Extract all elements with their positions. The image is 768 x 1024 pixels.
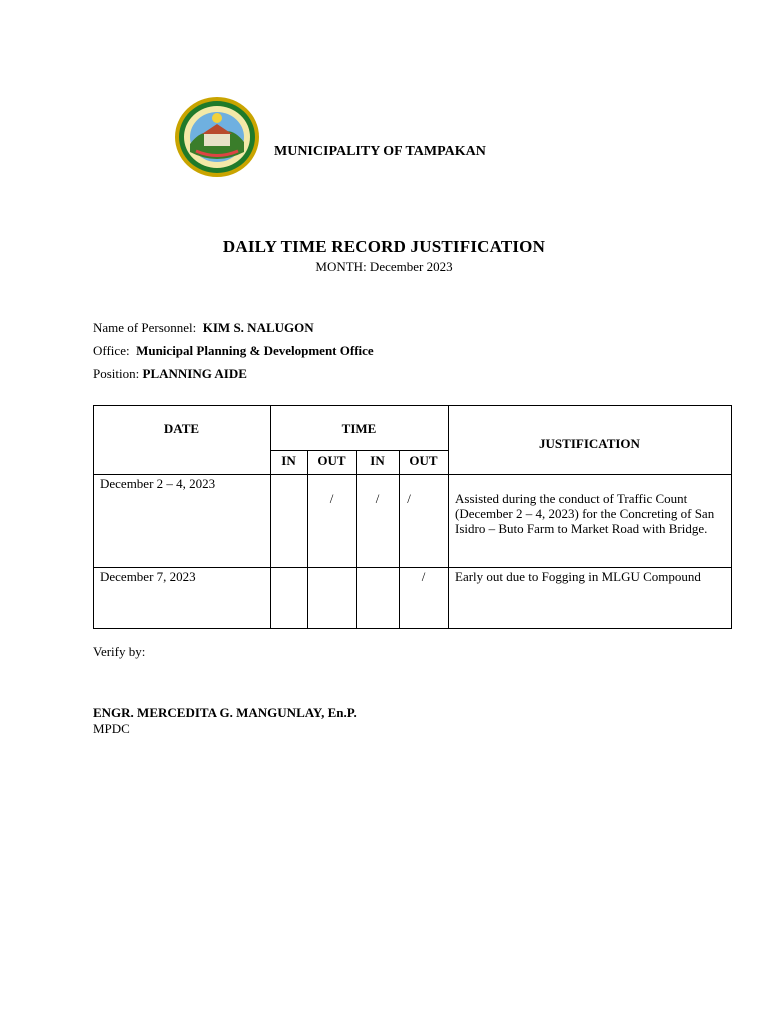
personnel-name-field — [93, 320, 314, 336]
dtr-justification-table — [93, 405, 732, 629]
table-col-divider — [399, 450, 400, 629]
table-row-out: / — [421, 569, 426, 584]
position-field — [93, 366, 247, 382]
table-row-justification: Assisted during the conduct of Traffic Count (December 2 – 4, 2023) for the Concreting of San Isidro – Buto Farm to Market Road with Bridge. — [455, 491, 715, 536]
header-out: OUT — [317, 453, 346, 468]
personnel-name-value: KIM S. NALUGON — [202, 320, 314, 335]
table-border-bottom — [93, 628, 732, 629]
table-col-divider — [356, 450, 357, 629]
table-row-date: December 7, 2023 — [100, 569, 196, 584]
table-row-out: / — [329, 491, 334, 506]
header-time: TIME — [341, 421, 377, 436]
table-row-justification: Early out due to Fogging in MLGU Compound — [455, 569, 701, 584]
document-title: DAILY TIME RECORD JUSTIFICATION — [222, 237, 546, 256]
signatory-position: MPDC — [93, 721, 130, 736]
header-out: OUT — [409, 453, 438, 468]
table-row-in: / — [375, 491, 380, 506]
table-header-divider — [93, 474, 732, 475]
table-border-left — [93, 405, 94, 629]
position-label: Position: — [93, 366, 140, 381]
position-value: PLANNING AIDE — [142, 366, 247, 381]
header-date: DATE — [163, 421, 200, 436]
table-row-divider — [93, 567, 732, 568]
document-month: MONTH: December 2023 — [315, 259, 453, 274]
verify-label: Verify by: — [93, 644, 146, 659]
personnel-name-label: Name of Personnel: — [93, 320, 197, 335]
office-value: Municipal Planning & Development Office — [136, 343, 374, 358]
table-time-divider — [270, 450, 448, 451]
municipality-name: MUNICIPALITY OF TAMPAKAN — [274, 144, 486, 159]
office-label: Office: — [93, 343, 130, 358]
table-row-date: December 2 – 4, 2023 — [100, 476, 216, 491]
header-justification: JUSTIFICATION — [539, 436, 640, 451]
table-row-out: / — [407, 491, 411, 506]
signatory-name: ENGR. MERCEDITA G. MANGUNLAY, En.P. — [93, 705, 357, 720]
municipal-seal-icon — [174, 96, 260, 178]
office-field — [93, 343, 374, 359]
table-col-divider — [270, 405, 271, 629]
table-border-top — [93, 405, 732, 406]
table-border-right — [731, 405, 732, 629]
header-in: IN — [281, 453, 296, 468]
header-in: IN — [370, 453, 385, 468]
table-col-divider — [307, 450, 308, 629]
